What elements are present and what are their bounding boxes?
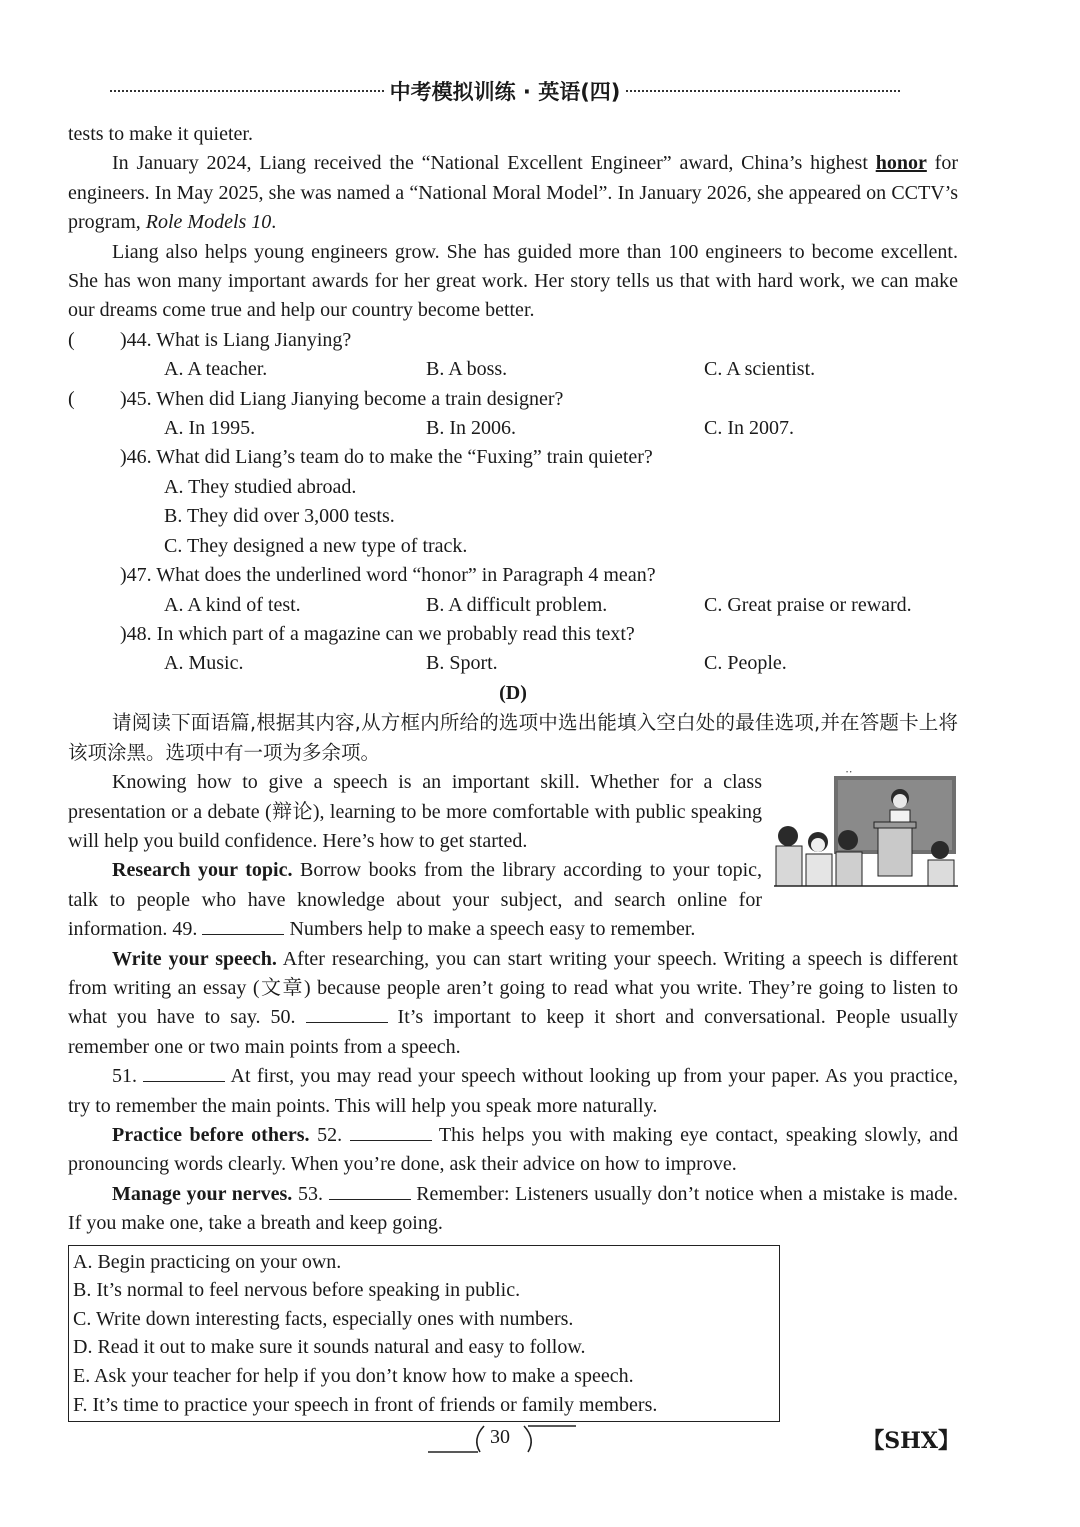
page-number-badge xyxy=(428,1420,578,1458)
section-d-paragraph-practice: Practice before others. 52. This helps you with making eye contact, speaking slowly, and pronouncing words clearly. When you’re done, ask their advice on how to improve. xyxy=(68,1124,958,1176)
blank-51[interactable] xyxy=(143,1063,225,1082)
section-d-instruction: 请阅读下面语篇,根据其内容,从方框内所给的选项中选出能填入空白处的最佳选项,并在答题卡上将该项涂黑。选项中有一项为多余项。 xyxy=(68,711,958,765)
question-text: )44. What is Liang Jianying? xyxy=(120,328,352,351)
option-a[interactable]: A. A teacher. xyxy=(164,358,268,381)
section-d-paragraph-write: Write your speech. After researching, you can start writing your speech. Writing a speech is different from writing an essay (文章) because people aren’t going to read what you write. They’re going to listen to what you have to say. 50. It’s important to keep it short and conversational. People usually remember one or two main points from a speech. xyxy=(68,947,958,1058)
option-a[interactable]: A. Music. xyxy=(164,652,244,675)
box-option-a: A. Begin practicing on your own. xyxy=(73,1250,342,1273)
box-option-c: C. Write down interesting facts, especially ones with numbers. xyxy=(73,1307,574,1330)
subheading-practice: Practice before others. xyxy=(112,1124,310,1146)
subheading-research: Research your topic. xyxy=(112,859,293,882)
subheading-write: Write your speech. xyxy=(112,947,277,970)
option-b[interactable]: B. In 2006. xyxy=(426,417,516,440)
question-46 xyxy=(68,443,958,472)
box-option-d: D. Read it out to make sure it sounds natural and easy to follow. xyxy=(73,1336,586,1359)
passage-c-paragraph-4: In January 2024, Liang received the “National Excellent Engineer” award, China’s highest honor for engineers. In May 2025, she was named a “National Moral Model”. In January 2026, she appeared on CCTV’s program, Role Models 10. xyxy=(68,152,958,234)
blank-50[interactable] xyxy=(306,1004,388,1023)
question-48-options xyxy=(68,649,958,678)
section-d-passage xyxy=(68,768,958,944)
question-47-options xyxy=(68,591,958,620)
section-d-paragraph-1: Knowing how to give a speech is an important skill. Whether for a class presentation or a debate (辩论), learning to be more comfortable with public speaking will help you build confidence. Here’s how to get started. xyxy=(68,771,762,852)
question-text: )47. What does the underlined word “honor” in Paragraph 4 mean? xyxy=(120,564,656,587)
header-dots-left xyxy=(110,90,384,92)
box-option-e: E. Ask your teacher for help if you don’t know how to make a speech. xyxy=(73,1365,634,1387)
option-c[interactable]: C. Great praise or reward. xyxy=(704,593,912,616)
program-name: Role Models 10 xyxy=(145,211,272,234)
option-a[interactable]: A. They studied abroad. xyxy=(164,475,357,498)
page-header xyxy=(110,74,900,108)
classroom-speech-illustration xyxy=(774,770,958,888)
svg-text:• •: • • xyxy=(846,770,852,777)
option-b[interactable]: B. They did over 3,000 tests. xyxy=(164,505,395,528)
option-a[interactable]: A. In 1995. xyxy=(164,417,256,440)
blank-49[interactable] xyxy=(202,916,284,935)
question-46-options xyxy=(68,473,958,561)
section-d-paragraph-nerves: Manage your nerves. 53. Remember: Listeners usually don’t notice when a mistake is made. If you make one, take a breath and keep going. xyxy=(68,1182,959,1235)
underlined-word-honor: honor xyxy=(875,152,927,175)
question-text: )48. In which part of a magazine can we probably read this text? xyxy=(120,622,635,645)
section-d-title: (D) xyxy=(499,681,527,704)
page-number: 30 xyxy=(490,1426,510,1448)
edition-code: 【SHX】 xyxy=(862,1428,960,1454)
section-d-paragraph-research: Research your topic. Borrow books from the library according to your topic, talk to people who have knowledge about your subject, and search online for information. 49. Numbers help to make a speech easy to remember. xyxy=(68,859,763,941)
box-option-b: B. It’s normal to feel nervous before speaking in public. xyxy=(73,1279,521,1302)
question-44 xyxy=(68,326,958,355)
option-c[interactable]: C. People. xyxy=(704,652,787,675)
question-47 xyxy=(68,561,958,590)
question-text: )45. When did Liang Jianying become a train designer? xyxy=(120,387,564,410)
option-a[interactable]: A. A kind of test. xyxy=(164,593,301,616)
passage-c-paragraph-5: Liang also helps young engineers grow. She has guided more than 100 engineers to become excellent. She has won many important awards for her great work. Her story tells us that with hard work, we can make our dreams come true and help our country become better. xyxy=(68,240,958,322)
box-option-f: F. It’s time to practice your speech in front of friends or family members. xyxy=(73,1393,658,1416)
blank-52[interactable] xyxy=(350,1122,432,1141)
option-c[interactable]: C. A scientist. xyxy=(704,358,816,381)
answer-bracket[interactable]: ( xyxy=(68,328,75,351)
header-title: 中考模拟训练 · 英语(四) xyxy=(389,80,621,104)
section-d-paragraph-51: 51. At first, you may read your speech without looking up from your paper. As you practice, try to remember the main points. This will help you speak more naturally. xyxy=(68,1065,959,1117)
passage-c-continuation: tests to make it quieter. xyxy=(68,123,253,145)
page-content xyxy=(68,120,958,1422)
option-b[interactable]: B. A difficult problem. xyxy=(426,593,608,616)
subheading-nerves: Manage your nerves. xyxy=(112,1182,293,1205)
option-c[interactable]: C. They designed a new type of track. xyxy=(164,534,468,557)
question-45 xyxy=(68,385,958,414)
blank-53[interactable] xyxy=(329,1181,411,1200)
question-45-options xyxy=(68,414,958,443)
answer-options-box xyxy=(68,1245,780,1423)
answer-bracket[interactable]: ( xyxy=(68,387,75,410)
option-c[interactable]: C. In 2007. xyxy=(704,417,794,440)
question-48 xyxy=(68,620,958,649)
option-b[interactable]: B. Sport. xyxy=(426,652,498,675)
option-b[interactable]: B. A boss. xyxy=(426,358,508,381)
question-44-options xyxy=(68,355,958,384)
header-dots-right xyxy=(626,90,900,92)
question-text: )46. What did Liang’s team do to make the “Fuxing” train quieter? xyxy=(120,446,653,469)
